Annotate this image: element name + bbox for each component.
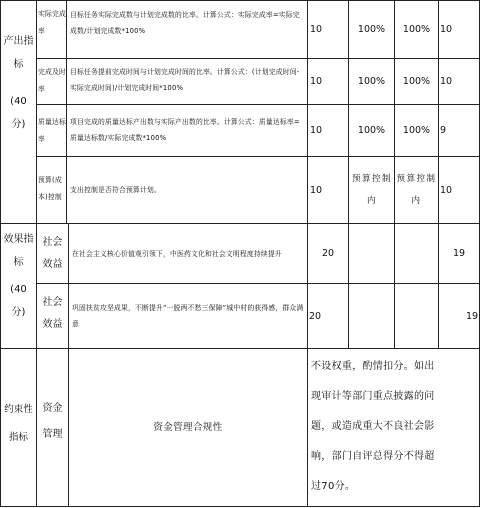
actual-value: 100% [402, 125, 431, 136]
weight-value: 10 [310, 125, 323, 136]
divider [66, 0, 67, 224]
weight-value: 10 [310, 184, 323, 196]
sub-indicator: 实际完成率 [38, 10, 66, 35]
weight-value: 10 [310, 76, 323, 87]
label-line: 管理 [42, 429, 63, 440]
weight-value: 10 [310, 23, 323, 35]
indicator-description: 项目完成的质量达标产出数与实际产出数的比率。计算公式：质量达标率=质量达标数/实际完成数*100% [70, 118, 300, 142]
sub-indicator [37, 292, 68, 340]
indicator-description: 巩固扶贫攻坚成果，不断提升“一脱两不愁三保障”城中村的获得感，群众满意 [72, 304, 304, 328]
score-value: 19 [466, 310, 479, 322]
label-line: 资金 [42, 403, 63, 414]
actual-value: 预算控制内 [396, 174, 437, 206]
label-line: 分) [11, 119, 26, 130]
label-line: 标 [13, 59, 24, 70]
sub-indicator [37, 232, 68, 280]
target-value: 100% [357, 76, 386, 87]
divider [348, 223, 349, 349]
label-line: 约束性 [4, 404, 33, 415]
indicator-description: 支出控制是否符合预算计划。 [70, 186, 161, 194]
indicator-description: 目标任务提前完成时间与计划完成时间的比率。计算公式：(计划完成时间-实际完成时间)/计划完成时间*100% [70, 68, 300, 92]
indicator-description: 资金管理合规性 [153, 422, 223, 433]
label-line: (40 [10, 96, 27, 107]
sub-indicator [37, 396, 68, 456]
actual-value: 100% [402, 76, 431, 87]
score-value: 19 [452, 248, 466, 259]
target-value: 预算控制内 [351, 174, 392, 206]
score-value: 10 [440, 76, 453, 87]
weight-value: 20 [321, 248, 335, 259]
target-value: 100% [357, 23, 386, 35]
label-line: (40 [10, 284, 27, 295]
note-line: 响，部门自评总得分不得超 [311, 451, 435, 462]
label-line: 社会 [42, 297, 63, 308]
label-line: 分) [11, 307, 26, 318]
score-value: 9 [440, 125, 447, 136]
sub-indicator: 预算(成本)控制 [38, 176, 62, 201]
label-line: 效果指 [3, 234, 34, 245]
note-line: 不设权重，酌情扣分。如出 [311, 361, 435, 372]
label-line: 效益 [42, 319, 63, 330]
label-line: 产出指 [3, 36, 34, 47]
sub-indicator: 完成及时率 [38, 68, 66, 93]
divider [438, 0, 439, 224]
constraint-indicator-label [1, 396, 36, 456]
score-value: 10 [440, 184, 453, 196]
divider [394, 223, 395, 349]
border-bottom [0, 506, 480, 507]
note-line: 现审计等部门重点披露的问 [311, 391, 435, 402]
effect-indicator-label [1, 228, 36, 343]
note-line: 过70分。 [311, 481, 356, 492]
label-line: 标 [13, 257, 24, 268]
indicator-description: 在社会主义核心价值观引领下，中医药文化和社会文明程度持续提升 [72, 249, 282, 258]
indicator-description: 目标任务实际完成数与计划完成数的比率。计算公式：实际完成率=实际完成数/计划完成数*100% [70, 11, 300, 35]
note-line: 题，或造成重大不良社会影 [311, 421, 435, 432]
label-line: 效益 [42, 259, 63, 270]
divider [307, 0, 308, 224]
weight-value: 20 [309, 310, 322, 322]
score-value: 10 [440, 23, 453, 35]
sub-indicator: 质量达标率 [38, 118, 66, 143]
label-line: 指标 [8, 432, 28, 443]
target-value: 100% [357, 125, 386, 136]
output-indicator-label [1, 30, 36, 200]
label-line: 社会 [42, 237, 63, 248]
deduction-note [311, 352, 477, 504]
actual-value: 100% [402, 23, 431, 35]
